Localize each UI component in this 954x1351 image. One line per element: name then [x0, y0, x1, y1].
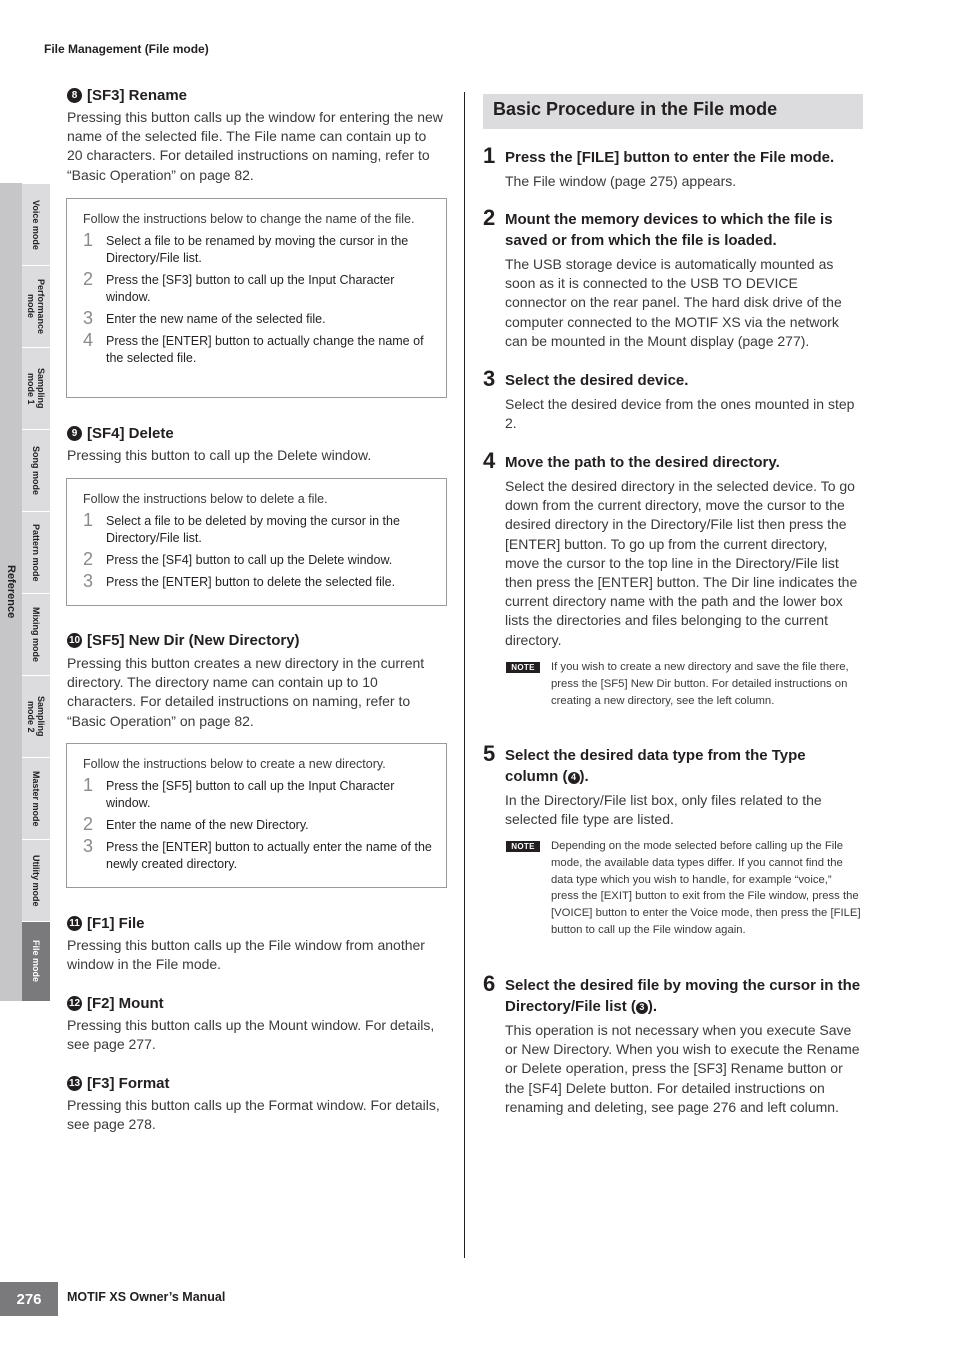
- box-step: 2 Press the [SF3] button to call up the Input Character window.: [83, 269, 395, 304]
- sf3-rename-heading: 8 [SF3] Rename: [67, 87, 187, 104]
- tab-utility-mode[interactable]: Utility mode: [22, 839, 50, 921]
- sf4-delete-instructions-box: [66, 478, 447, 606]
- tab-voice-mode[interactable]: Voice mode: [22, 183, 50, 265]
- box-step: 2 Enter the name of the new Directory.: [83, 814, 309, 834]
- step-number: 2: [483, 205, 496, 230]
- step-body: The USB storage device is automatically mounted as soon as it is connected to the USB TO DEVICE connector on the rear panel. The hard disk drive of the computer connected to the MOTIF XS via the network can be mounted in the Mount display (page 277).: [505, 256, 842, 349]
- step-heading: Select the desired data type from the Type column ( 4 ).: [505, 747, 806, 785]
- box-step: 3 Press the [ENTER] button to actually enter the name of the newly created directory.: [83, 836, 432, 871]
- item-number-badge: 9: [67, 426, 82, 441]
- sf4-delete-body: Pressing this button to call up the Delete window.: [67, 447, 372, 463]
- f1-file-body: Pressing this button calls up the File window from another window in the File mode.: [67, 937, 425, 973]
- tab-mixing-mode[interactable]: Mixing mode: [22, 593, 50, 675]
- box-step: 2 Press the [SF4] button to call up the Delete window.: [83, 549, 393, 569]
- f3-format-body: Pressing this button calls up the Format window. For details, see page 278.: [67, 1097, 440, 1133]
- box-step: 3 Enter the new name of the selected file.: [83, 308, 326, 328]
- page-number: 276: [0, 1282, 58, 1316]
- sf5-newdir-body: Pressing this button creates a new directory in the current directory. The directory name can contain up to 10 characters. For detailed instructions on naming, refer to “Basic Operation” on page 82.: [67, 655, 425, 729]
- step-body: The File window (page 275) appears.: [505, 173, 737, 189]
- box-intro: Follow the instructions below to change the name of the file.: [83, 212, 415, 226]
- step-number: 4: [483, 448, 496, 473]
- box-step: 3 Press the [ENTER] button to delete the selected file.: [83, 571, 396, 591]
- tab-master-mode[interactable]: Master mode: [22, 757, 50, 839]
- note-icon: NOTE: [506, 662, 540, 673]
- box-step: 1 Select a file to be renamed by moving the cursor in the Directory/File list.: [83, 230, 409, 265]
- sf3-rename-body: Pressing this button calls up the window for entering the new name of the selected file. The File name can contain up to 20 characters. For detailed instructions on naming, refer to “Basic Operation” on page 82.: [67, 109, 443, 183]
- step-number: 1: [483, 143, 496, 168]
- box-step: 1 Select a file to be deleted by moving the cursor in the Directory/File list.: [83, 510, 400, 545]
- running-head: File Management (File mode): [44, 42, 209, 56]
- note-text: Depending on the mode selected before calling up the File mode, the available data types differ. If you cannot find the data type which you wish to handle, for example “voice,” press the [EXIT] button to exit from the File window, press the [VOICE] button to enter the Voice mode, then press the [FILE] button to call up the File window again.: [551, 840, 861, 936]
- step-heading: Move the path to the desired directory.: [505, 454, 780, 471]
- side-tabs: [0, 183, 50, 1001]
- tab-song-mode[interactable]: Song mode: [22, 429, 50, 511]
- step-heading: Mount the memory devices to which the file is saved or from which the file is loaded.: [505, 211, 833, 249]
- box-step: 4 Press the [ENTER] button to actually change the name of the selected file.: [83, 330, 424, 365]
- item-number-badge: 12: [68, 998, 81, 1009]
- step-body: In the Directory/File list box, only files related to the selected file type are listed.: [505, 792, 822, 828]
- item-number-badge: 13: [68, 1078, 81, 1089]
- tab-performance-mode[interactable]: Performance mode: [22, 265, 50, 347]
- step-number: 5: [483, 741, 496, 766]
- sf5-newdir-instructions-box: [66, 743, 447, 888]
- f1-file-heading: 11 [F1] File: [67, 915, 145, 932]
- step-number: 3: [483, 366, 496, 391]
- tab-sampling-mode-2[interactable]: Sampling mode 2: [22, 675, 50, 757]
- column-ref-badge: 3: [636, 1002, 648, 1014]
- manual-title: MOTIF XS Owner’s Manual: [67, 1290, 226, 1304]
- box-intro: Follow the instructions below to delete a file.: [83, 492, 328, 506]
- column-ref-badge: 4: [568, 772, 580, 784]
- tab-file-mode[interactable]: File mode: [22, 921, 50, 1001]
- box-step: 1 Press the [SF5] button to call up the Input Character window.: [83, 775, 395, 810]
- tab-sampling-mode-1[interactable]: Sampling mode 1: [22, 347, 50, 429]
- sf5-newdir-heading: 10 [SF5] New Dir (New Directory): [68, 632, 300, 649]
- step-body: This operation is not necessary when you execute Save or New Directory. When you wish to execute the Rename or Delete operation, press the [SF3] Rename button or the [SF4] Delete button. For detailed instructions on renaming and deleting, see page 276 and left column.: [505, 1022, 860, 1115]
- step-heading: Select the desired device.: [505, 372, 689, 389]
- f2-mount-body: Pressing this button calls up the Mount window. For details, see page 277.: [67, 1017, 435, 1053]
- note-text: If you wish to create a new directory and save the file there, press the [SF5] New Dir button. For detailed instructions on creating a new directory, see the left column.: [551, 661, 849, 707]
- note-icon: NOTE: [506, 841, 540, 852]
- item-number-badge: 8: [67, 88, 82, 103]
- f2-mount-heading: 12 [F2] Mount: [68, 995, 164, 1012]
- section-title: Basic Procedure in the File mode: [483, 94, 863, 129]
- step-number: 6: [483, 971, 496, 996]
- sf3-rename-instructions-box: [66, 198, 447, 398]
- tab-pattern-mode[interactable]: Pattern mode: [22, 511, 50, 593]
- step-body: Select the desired device from the ones mounted in step 2.: [505, 396, 855, 432]
- reference-label: Reference: [5, 565, 17, 619]
- step-heading: Press the [FILE] button to enter the File mode.: [505, 149, 835, 166]
- item-number-badge: 11: [67, 916, 82, 931]
- f3-format-heading: 13 [F3] Format: [68, 1075, 170, 1092]
- item-number-badge: 10: [68, 635, 81, 646]
- column-divider: [464, 92, 465, 1258]
- step-body: Select the desired directory in the selected device. To go down from the current directory, move the cursor to the desired directory in the Directory/File list then press the [ENTER] button. To go up from the current directory, move the cursor to the top line in the Directory/File list then press the [ENTER] button. The Dir line indicates the current directory name with the path and the lower box lists the directories and files belonging to the current directory.: [505, 478, 858, 648]
- sf4-delete-heading: 9 [SF4] Delete: [67, 425, 174, 442]
- box-intro: Follow the instructions below to create a new directory.: [83, 757, 386, 771]
- step-heading: Select the desired file by moving the cursor in the Directory/File list ( 3 ).: [505, 977, 861, 1015]
